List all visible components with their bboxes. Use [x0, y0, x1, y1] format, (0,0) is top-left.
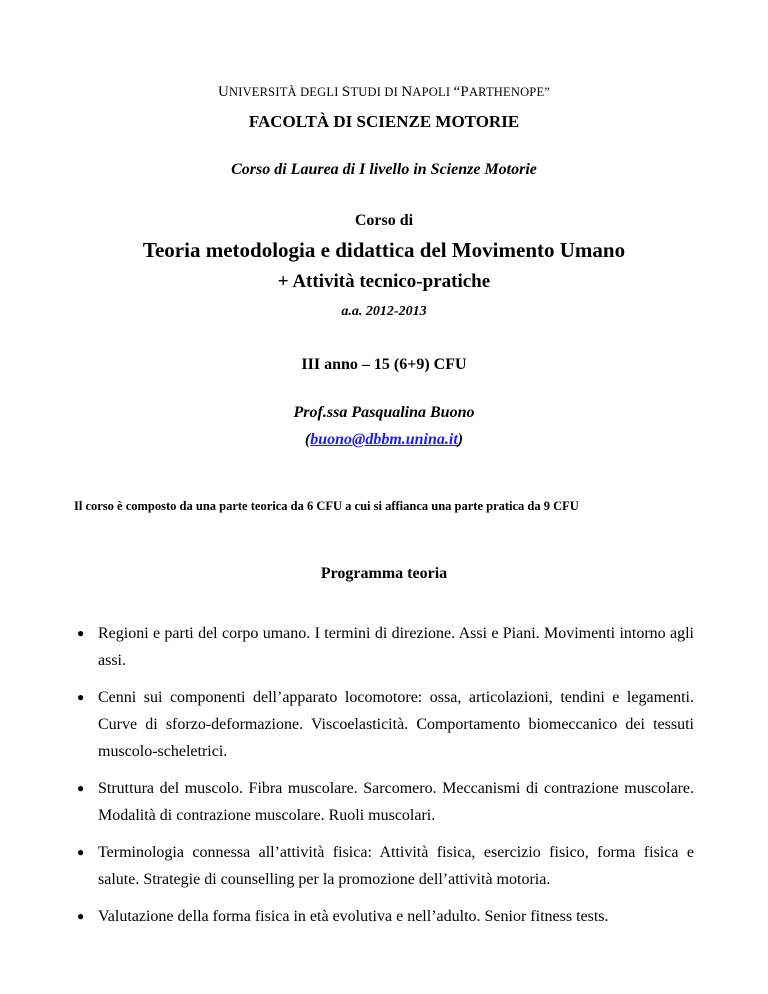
- program-item: [77, 684, 694, 765]
- university-cap-1: U: [217, 84, 229, 100]
- program-item-text: Regioni e parti del corpo umano. I termini di direzione. Assi e Piani. Movimenti intorno agli assi.: [98, 625, 694, 669]
- university-rest-3: APOLI: [412, 85, 454, 99]
- university-name: [0, 84, 768, 101]
- program-item-text: Cenni sui componenti dell’apparato locomotore: ossa, articolazioni, tendini e legamenti. Curve di sforzo-deformazione. Viscoelasticità. Comportamento biomeccanico dei tessuti muscolo-scheletrici.: [98, 689, 694, 760]
- course-intro-text: Il corso è composto da una parte teorica da 6 CFU a cui si affianca una parte pratica da 9 CFU: [74, 499, 579, 513]
- university-rest-2: TUDI DI: [350, 85, 402, 99]
- course-subtitle: + Attività tecnico-pratiche: [277, 271, 491, 292]
- email-open-paren: (: [304, 431, 311, 448]
- program-item: [77, 839, 694, 893]
- program-item-text: Struttura del muscolo. Fibra muscolare. Sarcomero. Meccanismi di contrazione muscolare. Modalità di contrazione muscolare. Ruoli muscolari.: [98, 780, 694, 824]
- bullet-icon: ●: [77, 626, 85, 640]
- program-heading: Programma teoria: [320, 565, 448, 582]
- university-cap-2: S: [341, 84, 351, 100]
- university-rest-1: NIVERSITÀ DEGLI: [228, 85, 342, 99]
- university-cap-3: N: [401, 84, 413, 100]
- program-item-text: Valutazione della forma fisica in età evolutiva e nell’adulto. Senior fitness tests.: [98, 908, 609, 925]
- program-item: [77, 620, 694, 674]
- instructor-email-line: [0, 431, 768, 449]
- bullet-icon: ●: [77, 909, 85, 923]
- faculty-name: FACOLTÀ DI SCIENZE MOTORIE: [248, 112, 520, 131]
- program-list: [77, 620, 694, 940]
- academic-year: a.a. 2012-2013: [341, 304, 427, 319]
- email-close-paren: ): [457, 431, 464, 448]
- university-rest-4: ARTHENOPE”: [468, 85, 551, 99]
- instructor-name: Prof.ssa Pasqualina Buono: [293, 404, 475, 421]
- course-intro-label: Corso di: [354, 212, 414, 229]
- year-cfu: III anno – 15 (6+9) CFU: [301, 356, 467, 373]
- university-cap-4: “P: [453, 84, 469, 100]
- program-item-text: Terminologia connessa all’attività fisica: Attività fisica, esercizio fisico, forma fisica e salute. Strategie di counselling per la promozione dell’attività motoria.: [98, 844, 694, 888]
- program-item: [77, 903, 694, 930]
- instructor-email-link[interactable]: buono@dbbm.unina.it: [310, 431, 458, 448]
- bullet-icon: ●: [77, 845, 85, 859]
- course-title: Teoria metodologia e didattica del Movimento Umano: [142, 238, 626, 262]
- program-item: [77, 775, 694, 829]
- bullet-icon: ●: [77, 781, 85, 795]
- bullet-icon: ●: [77, 690, 85, 704]
- degree-name: Corso di Laurea di I livello in Scienze Motorie: [231, 161, 537, 178]
